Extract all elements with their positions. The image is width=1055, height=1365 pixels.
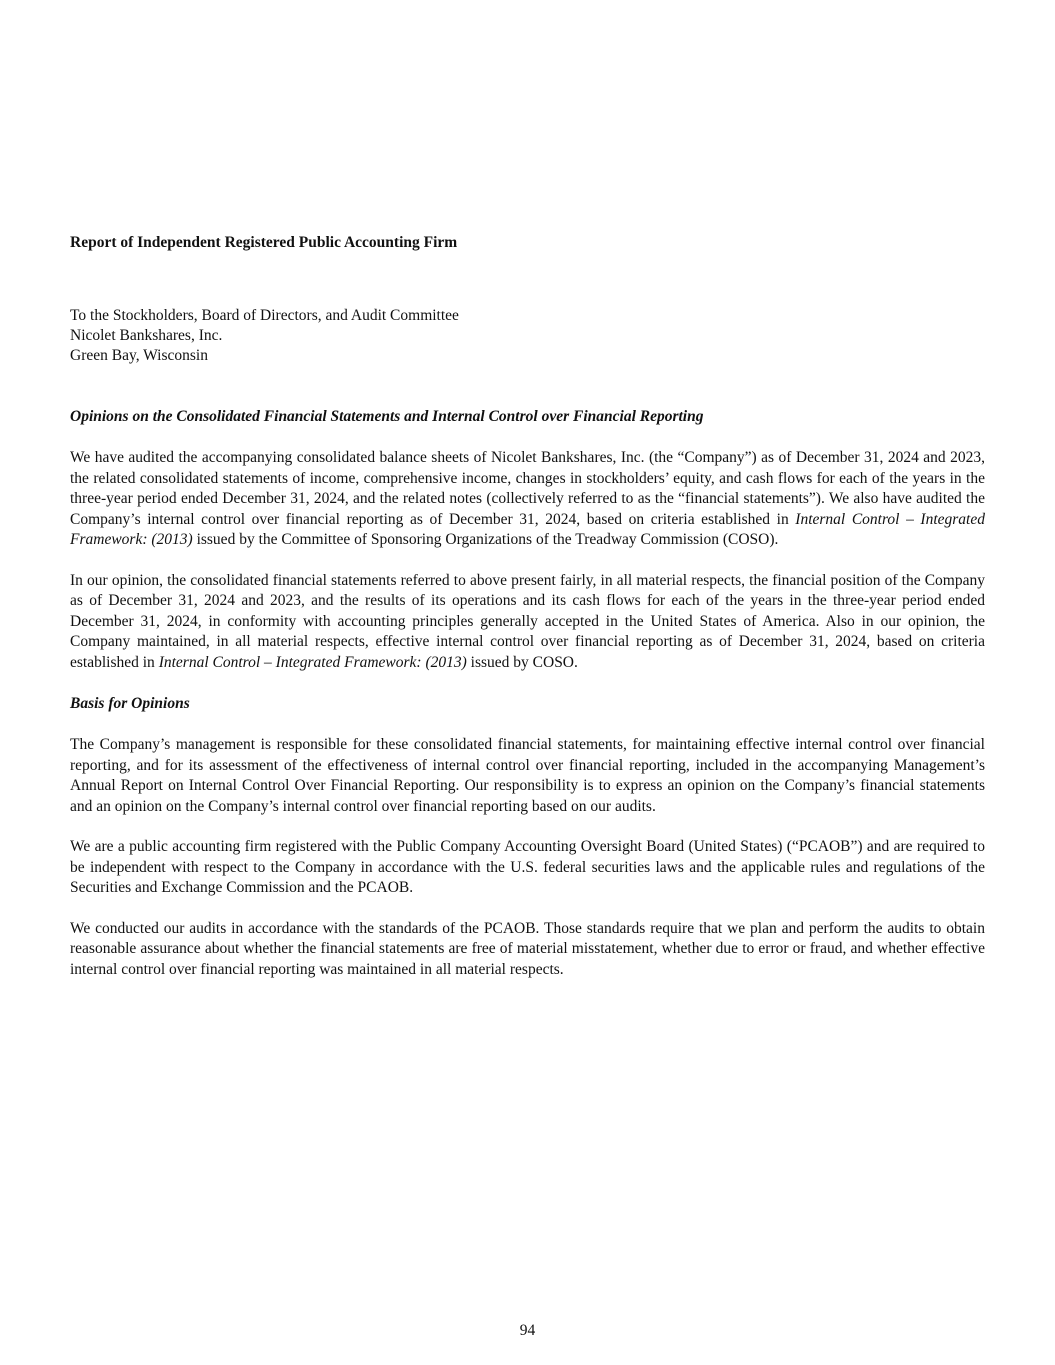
opinions-p2-framework: Internal Control – Integrated Framework: (2013) [158,653,467,671]
basis-paragraph-3: We conducted our audits in accordance with the standards of the PCAOB. Those standards require that we plan and perform the audits to obtain reasonable assurance about whether the financial statements are free of material misstatement, whether due to error or fraud, and whether effective internal control over financial reporting was maintained in all material respects. [70,919,985,978]
opinions-paragraph-2 [70,571,985,674]
report-title: Report of Independent Registered Public Accounting Firm [70,234,458,251]
opinions-p1-text-a: We have audited the accompanying consolidated balance sheets of Nicolet Bankshares, Inc. (the “Company”) as of December 31, 2024 and 2023, the related consolidated statements of income, comprehensive income, changes in stockholders’ equity, and cash flows for each of the years in the three-year period ended December 31, 2024, and the related notes (collectively referred to as the “financial statements”). We also have audited the Company’s internal control over financial reporting as of December 31, 2024, based on criteria established in [70,449,985,528]
opinions-p1-framework: Internal Control – Integrated Framework: (2013) [70,510,985,548]
addressee-line-1: To the Stockholders, Board of Directors, and Audit Committee [70,307,459,324]
addressee-line-2: Nicolet Bankshares, Inc. [70,327,223,344]
opinions-paragraph-1 [70,448,985,551]
opinions-p1-text-b: issued by the Committee of Sponsoring Organizations of the Treadway Commission (COSO). [192,531,779,548]
basis-paragraph-1: The Company’s management is responsible for these consolidated financial statements, for maintaining effective internal control over financial reporting, and for its assessment of the effectiveness of internal control over financial reporting, included in the accompanying Management’s Annual Report on Internal Control Over Financial Reporting. Our responsibility is to express an opinion on the Company’s financial statements and an opinion on the Company’s internal control over financial reporting based on our audits. [70,736,985,815]
page-number: 94 [519,1322,536,1339]
opinions-p2-text-a: In our opinion, the consolidated financial statements referred to above present fairly, in all material respects, the financial position of the Company as of December 31, 2024 and 2023, and the results of its operations and its cash flows for each of the years in the three-year period ended December 31, 2024, in conformity with accounting principles generally accepted in the United States of America. Also in our opinion, the Company maintained, in all material respects, effective internal control over financial reporting as of December 31, 2024, based on criteria established in [70,571,985,671]
addressee-block [70,306,985,366]
report-page [70,232,985,980]
basis-paragraph-2: We are a public accounting firm registered with the Public Company Accounting Oversight Board (United States) (“PCAOB”) and are required to be independent with respect to the Company in accordance with the U.S. federal securities laws and the applicable rules and regulations of the Securities and Exchange Commission and the PCAOB. [70,838,985,896]
opinions-heading: Opinions on the Consolidated Financial Statements and Internal Control over Financial Reporting [70,408,704,425]
addressee-line-3: Green Bay, Wisconsin [70,347,208,364]
opinions-p2-text-b: issued by COSO. [466,653,578,671]
basis-heading: Basis for Opinions [70,695,190,712]
